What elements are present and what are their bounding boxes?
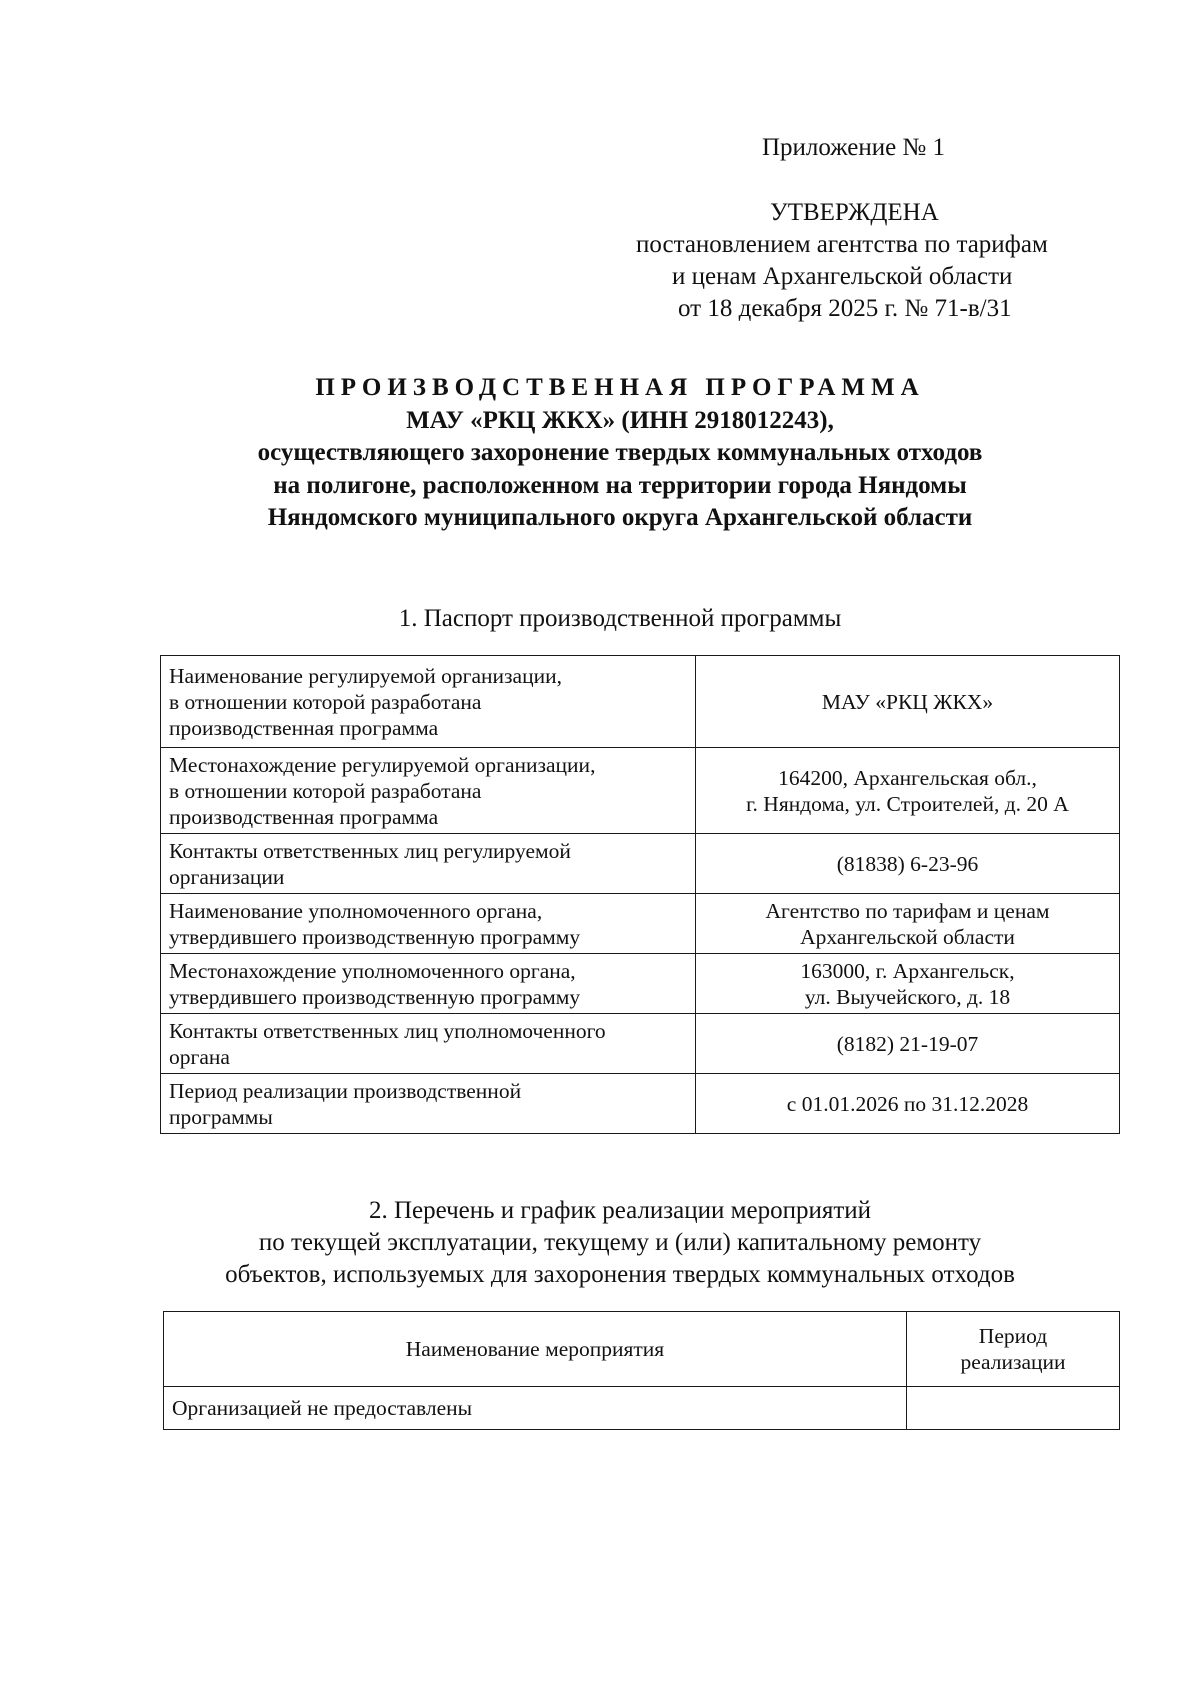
passport-label-line: утвердившего производственную программу	[169, 984, 581, 1009]
title-line-5: Няндомского муниципального округа Архангельской области	[267, 504, 973, 531]
passport-value-cell	[696, 954, 1120, 1014]
passport-label-line: Период реализации производственной	[169, 1078, 522, 1103]
passport-label-line: утвердившего производственную программу	[169, 924, 581, 949]
passport-value-cell	[696, 1074, 1120, 1134]
passport-label-line: программы	[169, 1104, 273, 1129]
passport-row	[161, 894, 1120, 954]
passport-row	[161, 1074, 1120, 1134]
activities-table	[163, 1311, 1120, 1430]
activities-row	[164, 1387, 1120, 1430]
passport-value-line: (8182) 21-19-07	[836, 1031, 979, 1056]
passport-label-line: Контакты ответственных лиц регулируемой	[169, 838, 571, 863]
passport-row	[161, 656, 1120, 748]
passport-label-line: Наименование уполномоченного органа,	[169, 898, 543, 923]
passport-row	[161, 954, 1120, 1014]
section-2-heading-line-2: по текущей эксплуатации, текущему и (или) капитальному ремонту	[258, 1229, 982, 1256]
passport-label-cell	[161, 834, 696, 894]
passport-value-line: г. Няндома, ул. Строителей, д. 20 А	[746, 791, 1069, 816]
passport-row	[161, 1014, 1120, 1074]
passport-row	[161, 748, 1120, 834]
title-line-4: на полигоне, расположенном на территории города Няндомы	[273, 471, 967, 499]
column-header-period-line-2: реализации	[960, 1350, 1066, 1374]
passport-label-cell	[161, 954, 696, 1014]
section-2-heading-line-3: объектов, используемых для захоронения твердых коммунальных отходов	[225, 1261, 1015, 1288]
passport-table	[160, 655, 1120, 1134]
passport-label-line: Местонахождение регулируемой организации,	[169, 752, 596, 777]
passport-label-cell	[161, 894, 696, 954]
passport-value-line: 163000, г. Архангельск,	[800, 958, 1015, 983]
passport-label-cell	[161, 1074, 696, 1134]
passport-value-line: МАУ «РКЦ ЖКХ»	[821, 689, 994, 714]
passport-label-cell	[161, 1014, 696, 1074]
passport-row	[161, 834, 1120, 894]
passport-value-cell	[696, 656, 1120, 748]
approval-line-1: постановлением агентства по тарифам	[636, 231, 1048, 258]
passport-value-cell	[696, 1014, 1120, 1074]
approval-line-2: и ценам Архангельской области	[672, 263, 1013, 290]
passport-label-line: в отношении которой разработана	[169, 778, 482, 803]
document-title	[150, 372, 1090, 535]
passport-value-cell	[696, 834, 1120, 894]
passport-label-line: органа	[169, 1044, 230, 1069]
appendix-label: Приложение № 1	[762, 134, 946, 161]
title-line-2: МАУ «РКЦ ЖКХ» (ИНН 2918012243),	[406, 406, 834, 434]
passport-value-cell	[696, 748, 1120, 834]
passport-value-line: ул. Выучейского, д. 18	[804, 984, 1011, 1009]
column-header-period	[907, 1312, 1120, 1387]
activity-name-cell: Организацией не предоставлены	[164, 1387, 907, 1430]
title-line-3: осуществляющего захоронение твердых коммунальных отходов	[257, 439, 983, 466]
activity-period-cell	[907, 1387, 1120, 1430]
passport-label-cell	[161, 748, 696, 834]
passport-label-line: производственная программа	[169, 804, 439, 829]
approval-line-3: от 18 декабря 2025 г. № 71-в/31	[678, 295, 1012, 322]
passport-value-line: Агентство по тарифам и ценам	[765, 898, 1050, 923]
title-line-1: ПРОИЗВОДСТВЕННАЯ ПРОГРАММА	[315, 374, 925, 401]
passport-value-line: с 01.01.2026 по 31.12.2028	[786, 1091, 1029, 1116]
passport-label-line: Контакты ответственных лиц уполномоченного	[169, 1018, 606, 1043]
passport-label-line: в отношении которой разработана	[169, 689, 482, 714]
section-1-heading: 1. Паспорт производственной программы	[398, 605, 842, 632]
passport-label-line: организации	[169, 864, 285, 889]
passport-label-line: Наименование регулируемой организации,	[169, 663, 562, 688]
passport-value-line: Архангельской области	[800, 924, 1015, 949]
column-header-activity: Наименование мероприятия	[164, 1312, 907, 1387]
section-2-heading-line-1: 2. Перечень и график реализации мероприятий	[368, 1197, 872, 1224]
approval-block	[630, 197, 1130, 325]
passport-value-line: 164200, Архангельская обл.,	[778, 765, 1037, 790]
activities-header-row	[164, 1312, 1120, 1387]
passport-value-line: (81838) 6-23-96	[836, 851, 979, 876]
passport-label-line: Местонахождение уполномоченного органа,	[169, 958, 576, 983]
column-header-period-line-1: Период	[978, 1324, 1048, 1348]
passport-label-line: производственная программа	[169, 715, 439, 740]
section-2-heading	[150, 1195, 1090, 1291]
approval-title: УТВЕРЖДЕНА	[770, 199, 939, 226]
passport-value-cell	[696, 894, 1120, 954]
passport-label-cell	[161, 656, 696, 748]
